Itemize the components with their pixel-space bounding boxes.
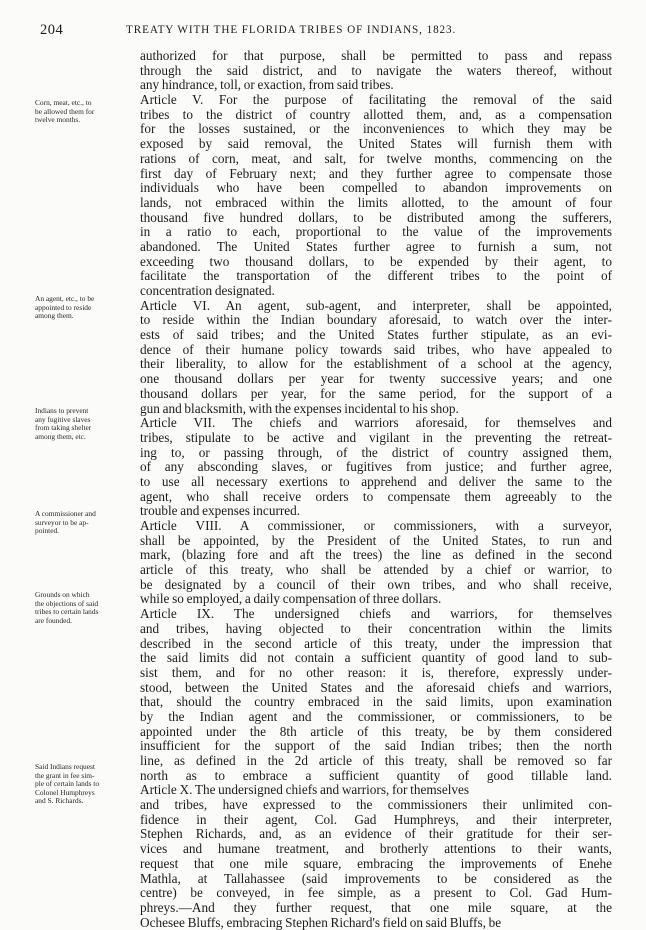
text-line: vices and humane treatment, and brotherly attentions to their wants, (140, 841, 612, 857)
text-line: one thousand dollars per year for twenty successive years; and one (140, 371, 612, 387)
text-line: by the Indian agent and the commissioner, or commissioners, to be (140, 708, 612, 724)
text-line: thousand five hundred dollars, to be distributed among the sufferers, (140, 209, 612, 225)
text-line: tribes, stipulate to be active and vigilant in the preventing the retreat- (140, 429, 612, 445)
text-line: sist them, and for no other reason: it is, therefore, expressly under- (140, 664, 612, 680)
text-line: ing to, or passing through, of the district of country assigned them, (140, 444, 612, 460)
text-line: Article VI. An agent, sub-agent, and interpreter, shall be appointed, (140, 297, 612, 313)
text-line: for the losses sustained, or the inconveniences to which they may be (140, 121, 612, 137)
text-line: any hindrance, toll, or exaction, from said tribes. (140, 77, 394, 93)
margin-note-commissioner: A commissioner and surveyor to be ap- pointed. (35, 509, 96, 536)
text-line: the said limits did not contain a sufficient quantity of good land to sub- (140, 650, 612, 666)
text-line: appointed under the 8th article of this treaty, be by them considered (140, 723, 612, 739)
text-line: first day of February next; and they further agree to compensate those (140, 165, 612, 181)
text-line: agent, who shall receive orders to compensate them agreeably to the (140, 488, 612, 504)
margin-note-objections: Grounds on which the objections of said tribes to certain lands are founded. (35, 590, 99, 625)
text-line: exposed by said removal, the United States will furnish them with (140, 136, 612, 152)
text-line: shall be appointed, by the President of the United States, to run and (140, 532, 612, 548)
text-line: Ochesee Bluffs, embracing Stephen Richard's field on said Bluffs, be (140, 914, 502, 930)
text-line: tribes to the district of country allotted them, and, as a compensation (140, 106, 612, 122)
text-line: centre) be conveyed, in fee simple, as a present to Col. Gad Hum- (140, 885, 612, 901)
text-line: Article IX. The undersigned chiefs and warriors, for themselves (140, 606, 612, 622)
text-line: trouble and expenses incurred. (140, 503, 301, 519)
text-line: Stephen Richards, and, as an evidence of their gratitude for their ser- (140, 826, 612, 842)
text-line: Article VII. The chiefs and warriors aforesaid, for themselves and (140, 415, 612, 431)
text-line: dence of their humane policy towards said tribes, who have appealed to (140, 341, 612, 357)
text-line: concentration designated. (140, 283, 275, 298)
text-line: through the said district, and to navigate the waters thereof, without (140, 62, 612, 78)
text-line: fidence in their agent, Col. Gad Humphreys, and their interpreter, (140, 811, 612, 827)
text-line: Article V. For the purpose of facilitating the removal of the said (140, 92, 612, 108)
margin-note-rations: Corn, meat, etc., to be allowed them for twelve months. (35, 98, 95, 125)
text-line: article of this treaty, who shall be attended by a chief or warrior, to (140, 562, 612, 578)
text-line: abandoned. The United States further agree to furnish a sum, not (140, 238, 612, 254)
margin-note-land-grant: Said Indians request the grant in fee sim- ple of certain lands to Colonel Humphreys and S. Richards. (35, 762, 100, 806)
text-line: line, as defined in the 2d article of this treaty, shall be removed so far (140, 753, 612, 768)
text-line: exceeding two thousand dollars, to be expended by their agent, to (140, 253, 612, 269)
text-line: ests of said tribes; and the United States further stipulate, as an evi- (140, 327, 612, 343)
text-line: to use all necessary exertions to apprehend and deliver the same to the (140, 473, 612, 489)
text-line: in a ratio to each, proportional to the value of the improvements (140, 224, 612, 240)
text-line: Article X. The undersigned chiefs and warriors, for themselves (140, 782, 470, 798)
text-line: and tribes, having objected to their concentration within the limits (140, 620, 612, 636)
text-line: phreys.—And they further request, that one mile square, at the (140, 899, 612, 915)
text-line: authorized for that purpose, shall be permitted to pass and repass (140, 48, 612, 63)
page-number: 204 (40, 22, 64, 38)
text-line: their liberality, to allow for the establishment of a school at the agency, (140, 356, 612, 372)
margin-note-fugitive-slaves: Indians to prevent any fugitive slaves from taking shelter among them, etc. (35, 406, 92, 441)
treaty-body-text (140, 49, 612, 930)
text-line: north as to embrace a sufficient quantity of good tillable land. (140, 767, 612, 783)
page-header (40, 22, 635, 42)
text-line: Article VIII. A commissioner, or commissioners, with a surveyor, (140, 518, 612, 533)
text-line: insufficient for the support of the said Indian tribes; then the north (140, 738, 612, 754)
text-line: be designated by a council of their own tribes, and who shall receive, (140, 576, 612, 592)
text-line: and tribes, have expressed to the commissioners their unlimited con- (140, 797, 612, 813)
text-line: mark, (blazing fore and aft the trees) the line as defined in the second (140, 547, 612, 563)
text-line: request that one mile square, embracing the improvements of Enehe (140, 855, 612, 871)
text-line: thousand dollars per year, for the same period, for the support of a (140, 385, 612, 401)
text-line: facilitate the transportation of the different tribes to the point of (140, 268, 612, 284)
text-line: individuals who have been compelled to abandon improvements on (140, 180, 612, 196)
text-line: stood, between the United States and the aforesaid chiefs and warriors, (140, 679, 612, 695)
text-line: of any absconding slaves, or fugitives from justice; and further agree, (140, 459, 612, 475)
text-line: gun and blacksmith, with the expenses incidental to his shop. (140, 400, 459, 416)
text-line: that, should the country embraced in the said limits, upon examination (140, 694, 612, 710)
running-head: TREATY WITH THE FLORIDA TRIBES OF INDIANS, 1823. (126, 24, 457, 36)
text-line: while so employed, a daily compensation of three dollars. (140, 591, 442, 607)
margin-note-agent: An agent, etc., to be appointed to reside among them. (35, 294, 95, 321)
text-line: to reside within the Indian boundary aforesaid, to watch over the inter- (140, 312, 612, 328)
text-line: rations of corn, meat, and salt, for twelve months, commencing on the (140, 150, 612, 166)
text-line: Mathla, at Tallahassee (said improvements to be considered as the (140, 870, 612, 886)
text-line: described in the second article of this treaty, under the impression that (140, 635, 612, 651)
text-line: lands, not embraced within the limits allotted, to the amount of four (140, 194, 612, 210)
